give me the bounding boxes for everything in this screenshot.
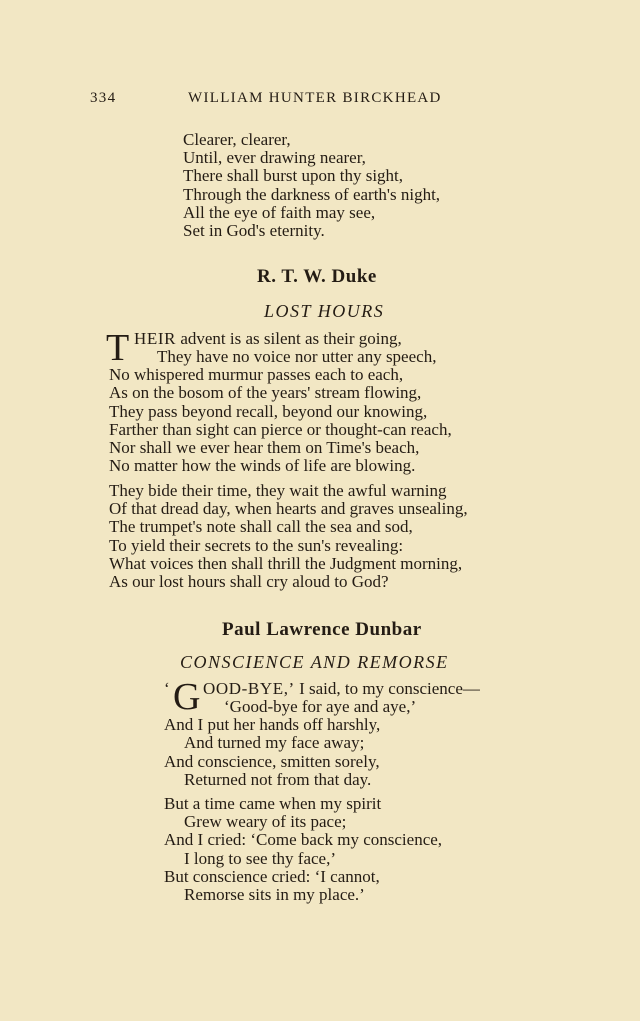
running-title: WILLIAM HUNTER BIRCKHEAD — [188, 90, 442, 106]
poem-line: What voices then shall thrill the Judgment morning, — [109, 553, 463, 573]
poem-line: And conscience, smitten sorely, — [164, 751, 380, 771]
poem-line: But conscience cried: ‘I cannot, — [164, 866, 380, 886]
poem-line: Returned not from that day. — [184, 769, 372, 789]
poem-line: They pass beyond recall, beyond our knowing, — [109, 401, 428, 421]
poem-line: Nor shall we ever hear them on Time's beach, — [109, 438, 420, 458]
poem-line: To yield their secrets to the sun's revealing: — [109, 535, 404, 555]
poem-continuation — [183, 131, 440, 240]
poem-line: Remorse sits in my place.’ — [184, 885, 365, 905]
first-word: OOD-BYE,’ — [203, 679, 295, 698]
poem-line: No matter how the winds of life are blowing. — [109, 456, 416, 476]
poem-line: The trumpet's note shall call the sea and sod, — [109, 517, 413, 537]
poem-line: Grew weary of its pace; — [184, 812, 347, 832]
poem-line: ‘Good-bye for aye and aye,’ — [224, 697, 417, 716]
drop-cap-t: T — [106, 327, 130, 369]
poem-line: Set in God's eternity. — [183, 221, 325, 241]
poem-line: Of that dread day, when hearts and graves unsealing, — [109, 499, 468, 519]
page-number: 334 — [90, 90, 117, 106]
stanza-conscience-1 — [164, 698, 416, 789]
poem-line: Farther than sight can pierce or thought-can reach, — [109, 419, 452, 439]
author-heading-duke: R. T. W. Duke — [257, 266, 377, 287]
poem-line: Clearer, clearer, — [183, 130, 291, 149]
first-line-rest: advent is as silent as their going, — [180, 329, 402, 348]
drop-cap-g: G — [173, 676, 201, 718]
stanza-lost-hours-1 — [109, 348, 452, 475]
poem-line: They bide their time, they wait the awful warning — [109, 481, 447, 500]
poem-line: Until, ever drawing nearer, — [183, 148, 366, 168]
poem-line: As on the bosom of the years' stream flowing, — [109, 383, 422, 403]
poem-line: They have no voice nor utter any speech, — [157, 347, 437, 366]
stanza-lost-hours-2 — [109, 482, 468, 591]
poem-line: I long to see thy face,’ — [184, 848, 336, 868]
poem-line: And I cried: ‘Come back my conscience, — [164, 830, 443, 850]
poem-line-first — [203, 680, 480, 698]
poem-title-conscience: CONSCIENCE AND REMORSE — [180, 652, 449, 672]
poem-line: There shall burst upon thy sight, — [183, 166, 404, 186]
poem-line-first — [134, 330, 402, 348]
poem-line: And turned my face away; — [184, 733, 365, 753]
poem-line: But a time came when my spirit — [164, 794, 382, 813]
poem-line: Through the darkness of earth's night, — [183, 184, 441, 204]
first-word: HEIR — [134, 329, 177, 348]
open-quote: ‘ — [164, 679, 170, 698]
poem-line: All the eye of faith may see, — [183, 202, 376, 222]
poem-line: No whispered murmur passes each to each, — [109, 365, 404, 385]
stanza-conscience-2 — [164, 795, 442, 904]
first-line-rest: I said, to my conscience— — [299, 679, 480, 698]
poem-line: And I put her hands off harshly, — [164, 715, 381, 735]
poem-line: As our lost hours shall cry aloud to God? — [109, 572, 389, 592]
poem-title-lost-hours: LOST HOURS — [264, 301, 385, 321]
author-heading-dunbar: Paul Lawrence Dunbar — [222, 619, 422, 640]
